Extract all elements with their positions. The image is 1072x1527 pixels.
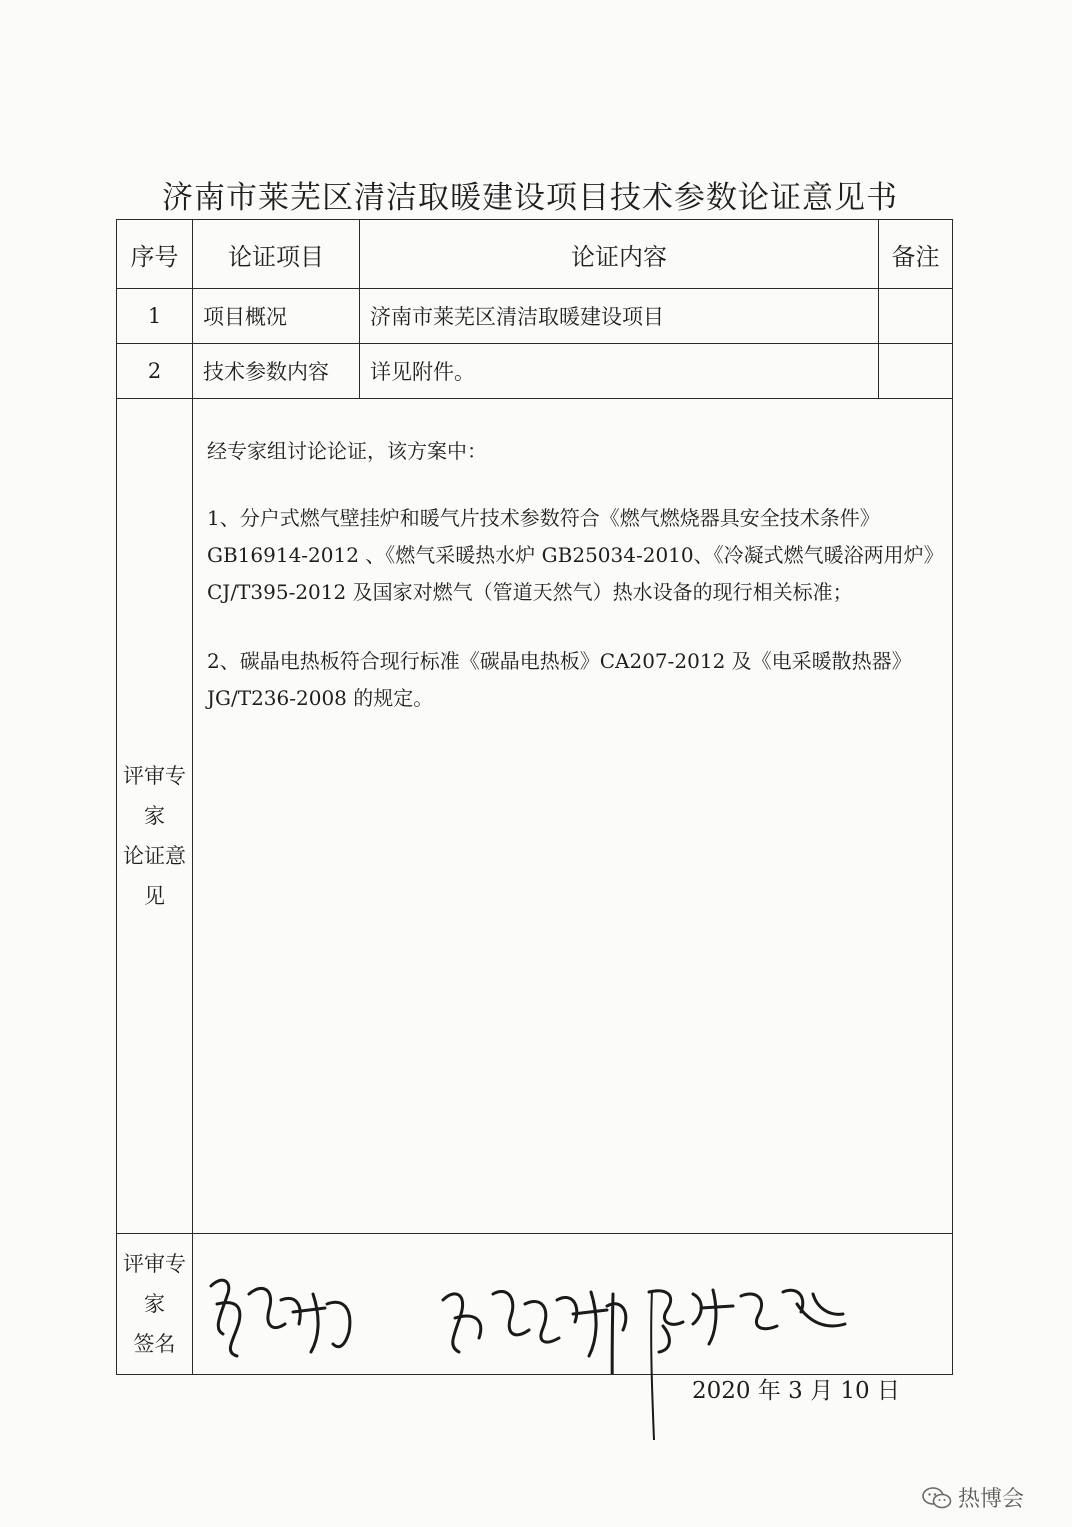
wechat-icon (922, 1486, 952, 1510)
header-seq: 序号 (117, 220, 193, 289)
header-content: 论证内容 (360, 220, 879, 289)
header-remark: 备注 (879, 220, 953, 289)
header-item: 论证项目 (193, 220, 360, 289)
watermark-text: 热博会 (958, 1487, 1025, 1512)
opinion-label-line2: 论证意见 (123, 844, 186, 908)
row-content: 详见附件。 (360, 344, 879, 399)
signature-label-line1: 评审专家 (123, 1252, 186, 1316)
row-seq: 1 (117, 289, 193, 344)
watermark (922, 1482, 1024, 1513)
signature-label-line2: 签名 (133, 1332, 176, 1356)
opinion-point-2: 2、碳晶电热板符合现行标准《碳晶电热板》CA207-2012 及《电采暖散热器》JG/T236-2008 的规定。 (207, 649, 912, 710)
opinion-label-line1: 评审专家 (123, 764, 186, 828)
opinion-intro: 经专家组讨论论证，该方案中： (207, 439, 487, 463)
page-title: 济南市莱芜区清洁取暖建设项目技术参数论证意见书 (162, 180, 898, 216)
row-seq: 2 (117, 344, 193, 399)
document-date: 2020 年 3 月 10 日 (692, 1378, 900, 1404)
row-item: 项目概况 (193, 289, 360, 344)
row-item: 技术参数内容 (193, 344, 360, 399)
opinion-point-1: 1、分户式燃气壁挂炉和暖气片技术参数符合《燃气燃烧器具安全技术条件》GB16914-2012 、《燃气采暖热水炉 GB25034-2010、《冷凝式燃气暖浴两用炉》CJ/T395-2012 及国家对燃气（管道天然气）热水设备的现行相关标准； (207, 506, 934, 604)
row-content: 济南市莱芜区清洁取暖建设项目 (360, 289, 879, 344)
